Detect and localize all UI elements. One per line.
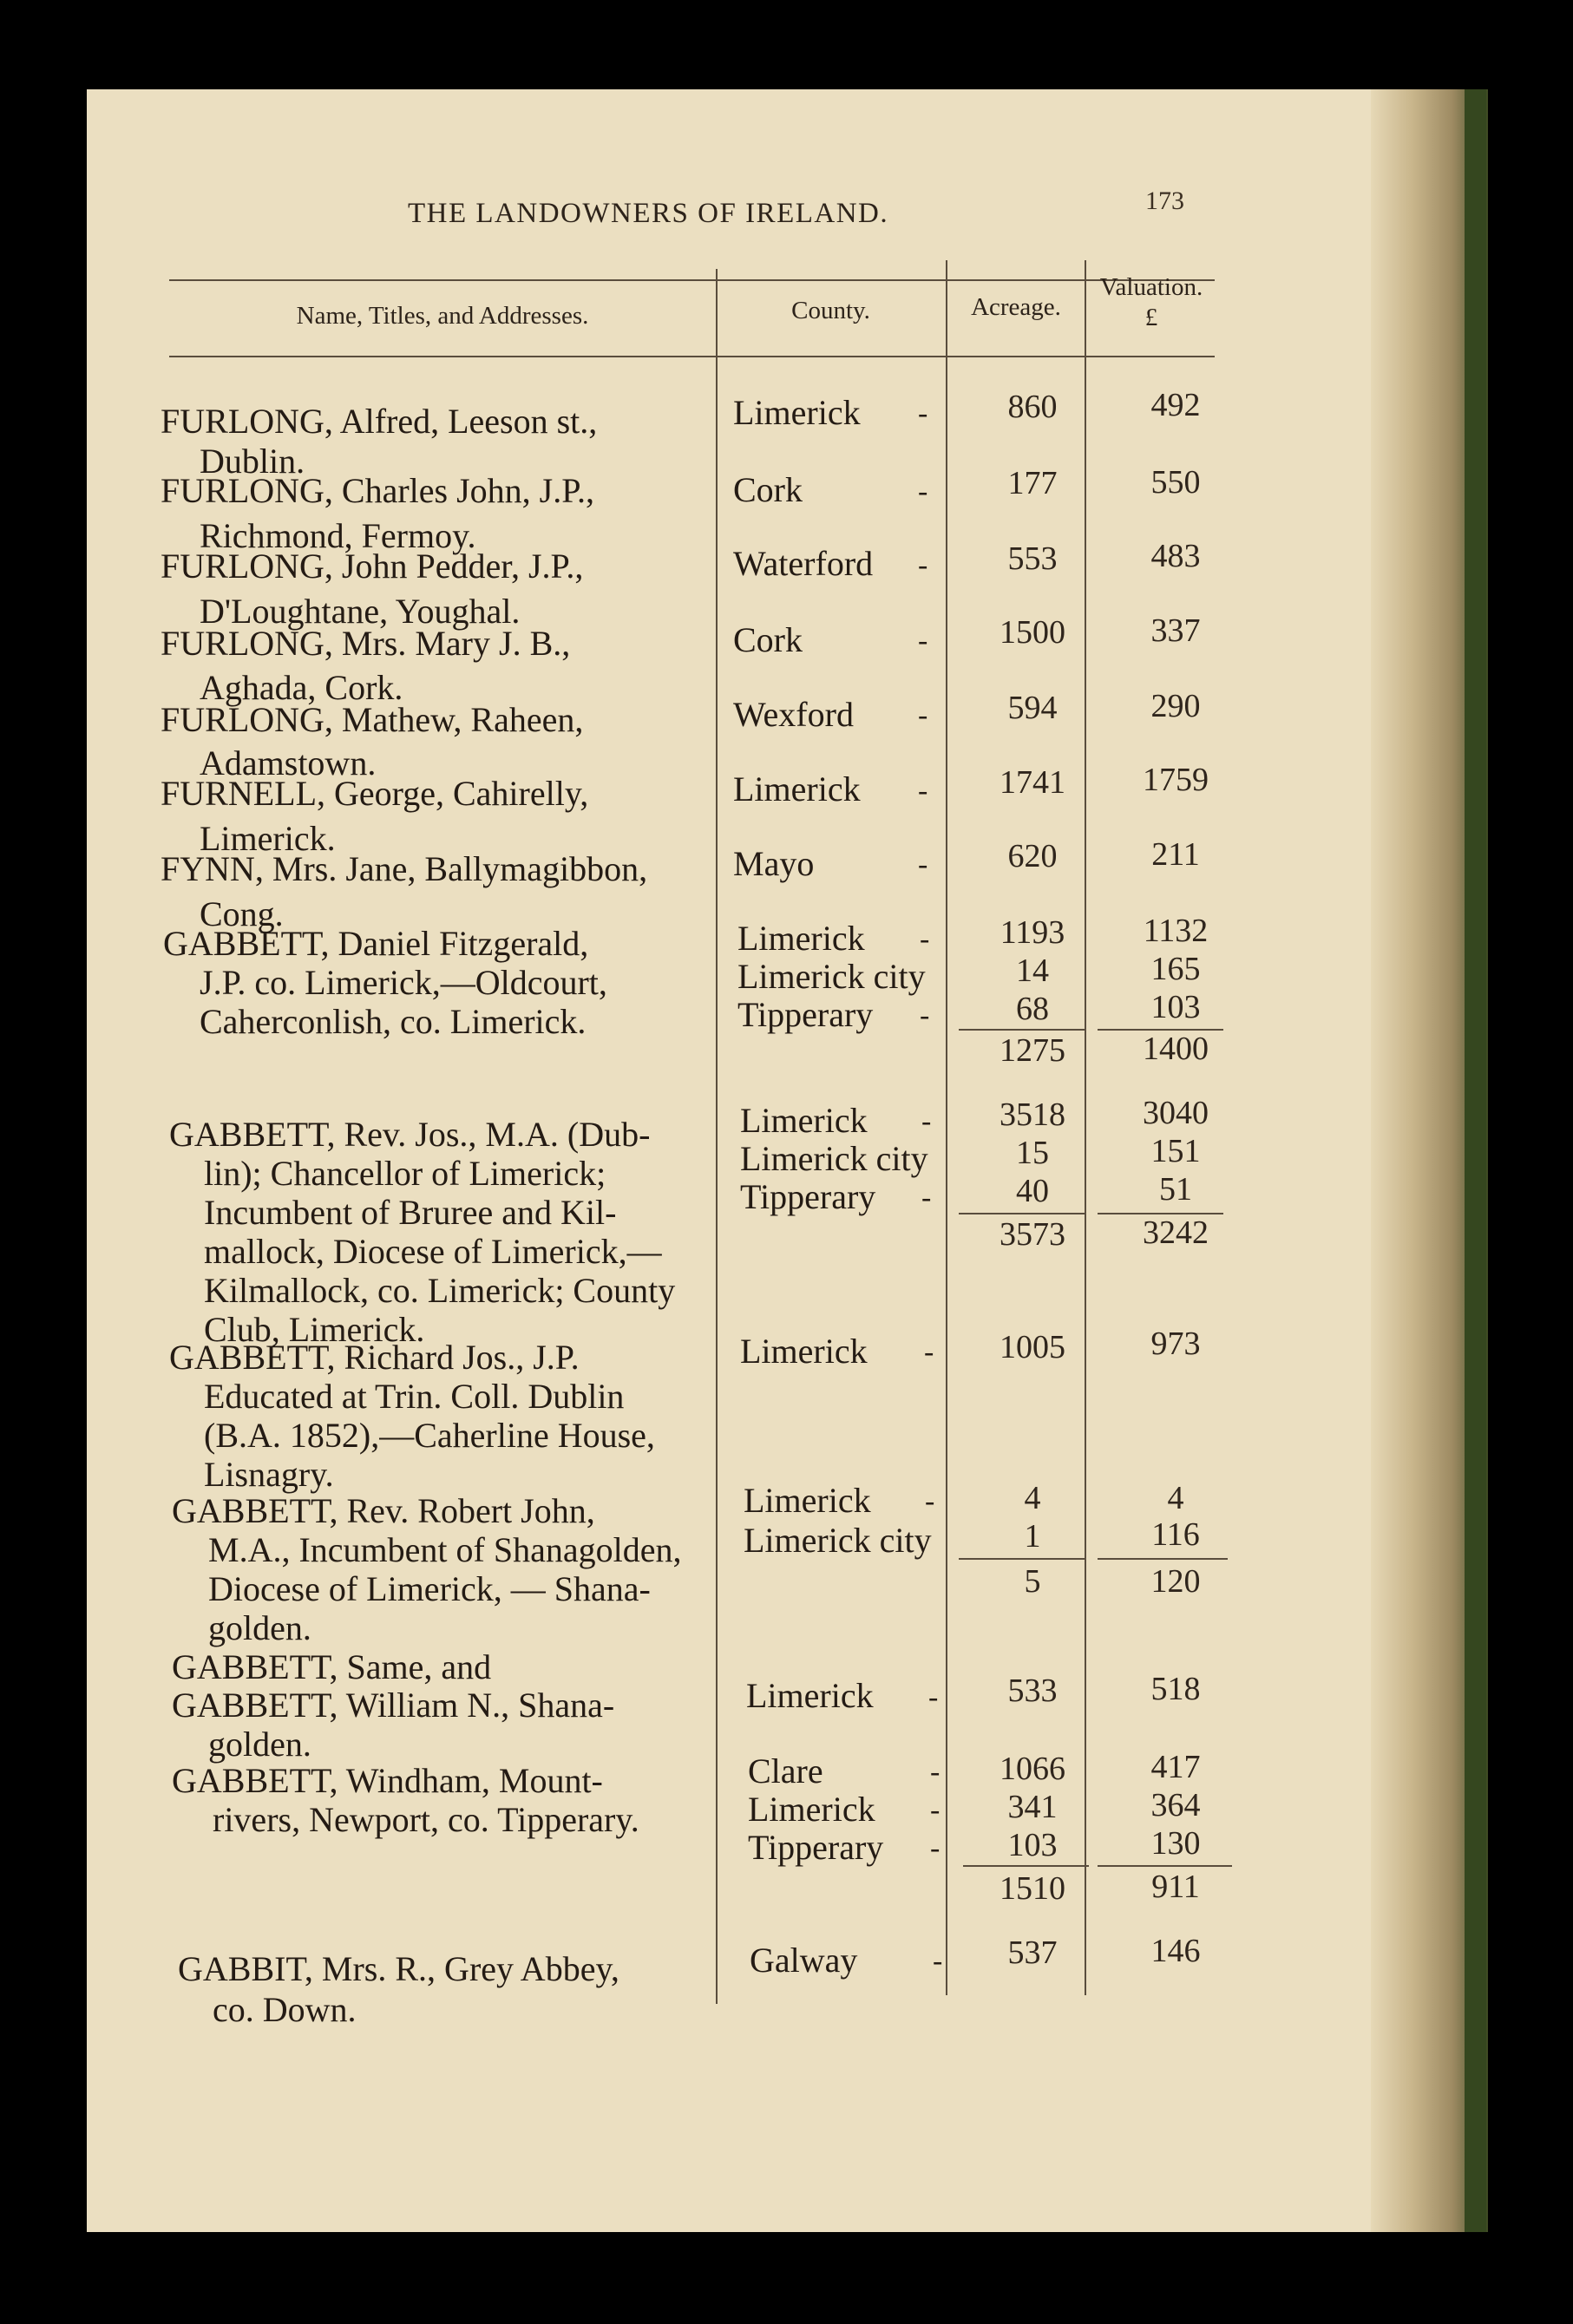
leader-dash: -: [928, 1681, 939, 1713]
entry-name-line: Aghada, Cork.: [200, 668, 403, 707]
entry-name-line: Cong.: [200, 894, 284, 933]
county-cell: Waterford: [733, 544, 874, 583]
acreage-cell: 177: [1007, 465, 1058, 501]
valuation-total: 1400: [1143, 1031, 1209, 1067]
county-cell: Tipperary: [740, 1177, 876, 1216]
valuation-cell: 518: [1150, 1671, 1201, 1707]
entry-name-line: Adamstown.: [200, 743, 377, 782]
entry-name-line: M.A., Incumbent of Shanagolden,: [208, 1530, 682, 1569]
leader-dash: -: [918, 699, 928, 731]
valuation-cell: 337: [1150, 612, 1201, 649]
acreage-cell: 1500: [1000, 614, 1065, 651]
leader-dash: -: [930, 1756, 941, 1788]
valuation-total: 911: [1151, 1869, 1200, 1905]
entry-name-line: [172, 1647, 492, 1686]
column-header-valuation: Valuation.: [1099, 273, 1203, 301]
valuation-cell: 290: [1150, 688, 1201, 724]
entry-name-line: GABBETT, Windham, Mount-: [172, 1761, 603, 1800]
running-head: THE LANDOWNERS OF IRELAND.: [408, 198, 889, 229]
leader-dash: -: [918, 848, 928, 881]
total-rule: [963, 1865, 1089, 1867]
leader-dash: -: [933, 1945, 943, 1977]
entry-name-line: rivers, Newport, co. Tipperary.: [213, 1800, 639, 1839]
entry-name-line: Caherconlish, co. Limerick.: [200, 1002, 587, 1041]
leader-dash: -: [930, 1832, 941, 1864]
county-cell: Mayo: [733, 844, 815, 883]
entry-name-line: GABBETT, Richard Jos., J.P.: [169, 1338, 580, 1377]
acreage-total: 1275: [1000, 1032, 1065, 1069]
valuation-cell: 417: [1150, 1749, 1201, 1785]
total-rule: [1098, 1558, 1228, 1560]
leader-dash: -: [930, 1794, 941, 1826]
entry-name-line: Dublin.: [200, 442, 305, 481]
leader-dash: -: [918, 397, 928, 429]
valuation-cell: 364: [1150, 1787, 1201, 1823]
column-header-county: County.: [791, 297, 870, 324]
entry-name-line: Diocese of Limerick, — Shana-: [208, 1569, 651, 1608]
entry-name-line: GABBIT, Mrs. R., Grey Abbey,: [178, 1949, 619, 1988]
entry-name-line: mallock, Diocese of Limerick,—: [204, 1232, 662, 1271]
leader-dash: -: [918, 625, 928, 657]
leader-dash: -: [921, 1105, 932, 1137]
column-header-name: Name, Titles, and Addresses.: [296, 302, 589, 330]
acreage-cell: 533: [1007, 1673, 1058, 1709]
column-header-acreage: Acreage.: [971, 293, 1061, 321]
valuation-cell: 1759: [1143, 762, 1209, 798]
entry-name-line: FURLONG, Mrs. Mary J. B.,: [161, 624, 571, 663]
county-cell: Cork: [733, 620, 803, 659]
acreage-cell: 341: [1007, 1789, 1058, 1825]
acreage-cell: 620: [1007, 838, 1058, 874]
entry-name-line: (B.A. 1852),—Caherline House,: [204, 1416, 655, 1455]
valuation-cell: 146: [1150, 1933, 1201, 1969]
valuation-cell: 130: [1150, 1825, 1201, 1862]
county-cell: Limerick: [746, 1676, 874, 1715]
county-cell: Cork: [733, 470, 803, 509]
leader-dash: -: [920, 999, 930, 1031]
acreage-cell: 3518: [1000, 1097, 1065, 1133]
valuation-cell: 4: [1167, 1480, 1184, 1516]
entry-name-line: golden.: [208, 1608, 311, 1647]
book-binding: [1465, 89, 1486, 2232]
acreage-cell: 40: [1016, 1173, 1049, 1209]
valuation-cell: 151: [1150, 1133, 1201, 1169]
valuation-cell: 492: [1150, 387, 1201, 423]
acreage-total: 1510: [1000, 1870, 1065, 1907]
valuation-cell: 116: [1151, 1516, 1200, 1553]
county-cell: Tipperary: [748, 1828, 884, 1867]
column-divider-county: [946, 260, 947, 1995]
entry-name-line: co. Down.: [213, 1990, 357, 2029]
county-cell: Tipperary: [737, 995, 874, 1034]
county-cell: Limerick city: [737, 957, 926, 996]
entry-name-line: Kilmallock, co. Limerick; County: [204, 1271, 676, 1310]
county-cell: Limerick: [740, 1101, 868, 1140]
entry-name-line: Limerick.: [200, 819, 336, 858]
entry-name-line: FURLONG, Alfred, Leeson st.,: [161, 402, 598, 441]
valuation-cell: 51: [1159, 1171, 1192, 1208]
entry-name-line: Club, Limerick.: [204, 1310, 425, 1349]
total-rule: [1098, 1865, 1232, 1867]
entry-name-line: FURLONG, Mathew, Raheen,: [161, 700, 584, 739]
column-divider-name: [716, 269, 718, 2004]
acreage-cell: 860: [1007, 389, 1058, 425]
county-cell: Limerick: [737, 919, 865, 958]
acreage-cell: 553: [1007, 540, 1058, 577]
acreage-cell: 4: [1024, 1480, 1041, 1516]
entry-name-line: D'Loughtane, Youghal.: [200, 592, 521, 631]
acreage-cell: 1005: [1000, 1329, 1065, 1365]
leader-dash: -: [924, 1336, 934, 1368]
acreage-cell: 14: [1016, 953, 1049, 989]
page-number: 173: [1145, 187, 1184, 215]
entry-name-line: FURNELL, George, Cahirelly,: [161, 774, 589, 813]
acreage-cell: 1066: [1000, 1751, 1065, 1787]
valuation-total: 3242: [1143, 1214, 1209, 1251]
entry-name-line: Richmond, Fermoy.: [200, 516, 476, 555]
entry-name-line: FURLONG, Charles John, J.P.,: [161, 471, 595, 510]
entry-name-line: GABBETT, William N., Shana-: [172, 1686, 615, 1725]
county-cell: Wexford: [733, 695, 854, 734]
county-cell: Limerick: [740, 1332, 868, 1371]
leader-dash: -: [918, 475, 928, 507]
valuation-cell: 211: [1151, 836, 1200, 873]
valuation-cell: 165: [1150, 951, 1201, 987]
total-rule: [959, 1213, 1085, 1214]
acreage-total: 5: [1024, 1563, 1041, 1600]
county-cell: Limerick: [748, 1790, 875, 1829]
valuation-cell: 483: [1150, 538, 1201, 574]
county-cell: Limerick: [733, 393, 861, 432]
county-cell: Limerick city: [744, 1521, 932, 1560]
entry-name-line: lin); Chancellor of Limerick;: [204, 1154, 606, 1193]
valuation-cell: 550: [1150, 464, 1201, 501]
entry-name-line: Educated at Trin. Coll. Dublin: [204, 1377, 625, 1416]
leader-dash: -: [925, 1485, 935, 1517]
entry-name-text: GABBETT, Same, and: [172, 1647, 492, 1686]
acreage-cell: 1193: [1000, 914, 1065, 951]
leader-dash: -: [918, 549, 928, 581]
header-top-rule: [169, 279, 1215, 281]
county-cell: Galway: [750, 1941, 858, 1980]
total-rule: [959, 1029, 1085, 1031]
acreage-cell: 537: [1007, 1934, 1058, 1971]
entry-name-line: GABBETT, Rev. Jos., M.A. (Dub-: [169, 1115, 651, 1154]
entry-name-line: Lisnagry.: [204, 1455, 334, 1494]
county-cell: Limerick city: [740, 1139, 928, 1178]
entry-name-line: FURLONG, John Pedder, J.P.,: [161, 547, 584, 586]
entry-name-line: GABBETT, Daniel Fitzgerald,: [163, 924, 589, 963]
acreage-cell: 15: [1016, 1135, 1049, 1171]
leader-dash: -: [920, 923, 930, 955]
entry-name-line: GABBETT, Rev. Robert John,: [172, 1491, 595, 1530]
acreage-cell: 103: [1007, 1827, 1058, 1863]
acreage-cell: 1741: [1000, 764, 1065, 801]
county-cell: Limerick: [744, 1481, 871, 1520]
valuation-cell: 973: [1150, 1326, 1201, 1362]
leader-dash: -: [918, 775, 928, 807]
county-cell: Clare: [748, 1751, 823, 1790]
valuation-cell: 3040: [1143, 1095, 1209, 1131]
county-cell: Limerick: [733, 769, 861, 808]
total-rule: [959, 1558, 1085, 1560]
entry-name-line: FYNN, Mrs. Jane, Ballymagibbon,: [161, 849, 648, 888]
leader-dash: -: [921, 1182, 932, 1214]
valuation-unit: £: [1144, 304, 1158, 331]
entry-name-line: J.P. co. Limerick,—Oldcourt,: [200, 963, 607, 1002]
acreage-total: 3573: [1000, 1216, 1065, 1253]
acreage-cell: 1: [1024, 1518, 1041, 1555]
acreage-cell: 594: [1007, 690, 1058, 726]
valuation-cell: 103: [1150, 989, 1201, 1025]
acreage-cell: 68: [1016, 991, 1049, 1027]
valuation-total: 120: [1150, 1563, 1201, 1600]
entry-name-line: Incumbent of Bruree and Kil-: [204, 1193, 617, 1232]
valuation-cell: 1132: [1143, 913, 1209, 949]
header-bottom-rule: [169, 356, 1215, 357]
entry-name-line: golden.: [208, 1725, 311, 1764]
